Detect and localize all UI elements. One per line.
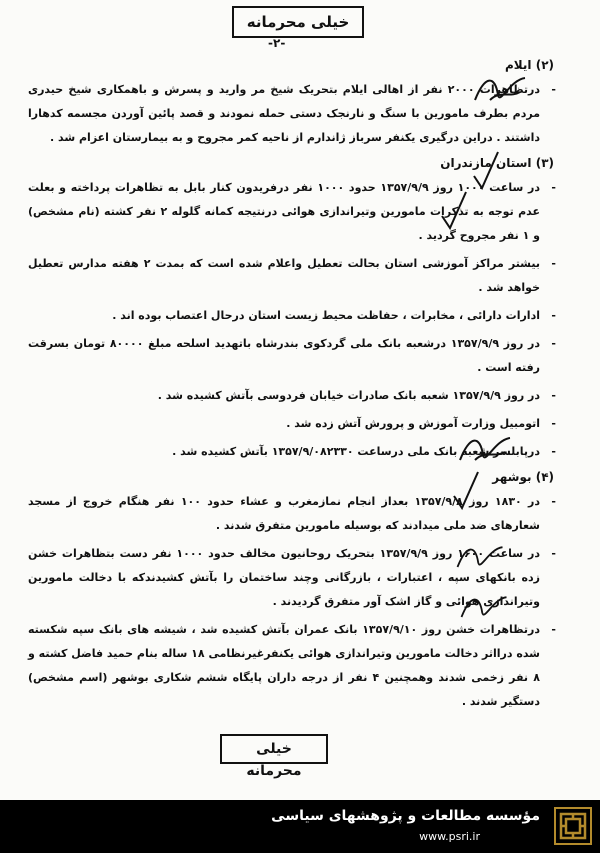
website-link[interactable]: www.psri.ir <box>419 830 480 843</box>
institute-name: مؤسسه مطالعات و پژوهشهای سیاسی <box>271 808 540 824</box>
paragraph: - اتومبیل وزارت آموزش و پرورش آتش زده شد . <box>286 417 556 430</box>
section-bushehr <box>28 470 554 714</box>
page-number: -۲- <box>268 36 286 50</box>
section-heading: (۲) ایلام <box>505 58 554 72</box>
classification-stamp-bottom: خیلی محرمانه <box>220 734 328 764</box>
institute-logo-icon <box>554 807 592 845</box>
footer-bar <box>0 800 600 853</box>
section-ilam <box>28 58 554 150</box>
paragraph: - در روز ۱۳۵۷/۹/۹ درشعبه بانک ملی گردکوی بندرشاه باتهدید اسلحه مبلغ ۸۰۰۰۰ تومان بسرقت رفته است . <box>28 337 556 374</box>
paragraph: - ادارات دارائی ، مخابرات ، حفاظت محیط زیست استان درحال اعتصاب بوده اند . <box>112 309 556 322</box>
paragraph: - درتظاهرات خشن روز ۱۳۵۷/۹/۱۰ بانک عمران بآتش کشیده شد ، شیشه های بانک سپه شکسته شده درااثر دخالت مامورین وتیراندازی هوائی یکنفرغیرنظامی ۱۸ ساله بنام حمید فاضل کشته و ۸ نفر زخمی شدند وهمچنین ۴ نفر از درجه داران پایگاه ششم شکاری بوشهر (اسم مشخص) دستگیر شدند . <box>28 623 556 708</box>
document-body <box>28 52 554 718</box>
paragraph: - بیشتر مراکز آموزشی استان بحالت تعطیل واعلام شده است که بمدت ۲ هفته مدارس تعطیل خواهد شد . <box>28 257 556 294</box>
paragraph: - درتظاهرات ۲۰۰۰ نفر از اهالی ایلام بتحریک شیخ مر وارید و پسرش و باهمکاری شیخ حیدری مردم بطرف مامورین با سنگ و نارنجک دستی حمله نمودند و قصد پائین آوردن مجسمه کدهارا داشتند . دراین درگیری یکنفر سرباز ژاندارم از ناحیه کمر مجروح و به بیمارستان اعزام شد . <box>28 83 556 144</box>
section-mazandaran <box>28 156 554 464</box>
section-heading: (۳) استان مازندران <box>440 156 554 170</box>
paragraph: - در ساعت ۱۶۰۰ روز ۱۳۵۷/۹/۹ بتحریک روحانیون مخالف حدود ۱۰۰۰ نفر دست بتظاهرات خشن زده بانکهای سپه ، اعتبارات ، بازرگانی وچند ساختمان را بآتش کشیدندکه با دخالت مامورین وتیراندازی هوائی و گاز اشک آور متفرق گردیدند . <box>28 547 556 608</box>
paragraph: - در ساعت ۱۰۰۰ روز ۱۳۵۷/۹/۹ حدود ۱۰۰۰ نفر درفریدون کنار بابل به تظاهرات پرداخته و بعلت عدم توجه به تذکرات مامورین وتیراندازی هوائی درنتیجه کمانه گلوله ۲ نفر کشته (نام مشخص) و ۱ نفر مجروح گردید . <box>28 181 556 242</box>
section-heading: (۴) بوشهر <box>492 470 554 484</box>
paragraph: - در ۱۸۳۰ روز ۱۳۵۷/۹/۸ بعداز انجام نمازمغرب و عشاء حدود ۱۰۰ نفر هنگام خروج از مسجد شعارهای ضد ملی میدادند که بوسیله مامورین متفرق شدند . <box>28 495 556 532</box>
paragraph: - درپابلسر شعبه بانک ملی درساعت ۱۳۵۷/۹/۰۸۲۳۳۰ بآتش کشیده شد . <box>172 445 556 458</box>
classification-stamp-top: خیلی محرمانه <box>232 6 364 38</box>
paragraph: - در روز ۱۳۵۷/۹/۹ شعبه بانک صادرات خیابان فردوسی بآتش کشیده شد . <box>157 389 556 402</box>
